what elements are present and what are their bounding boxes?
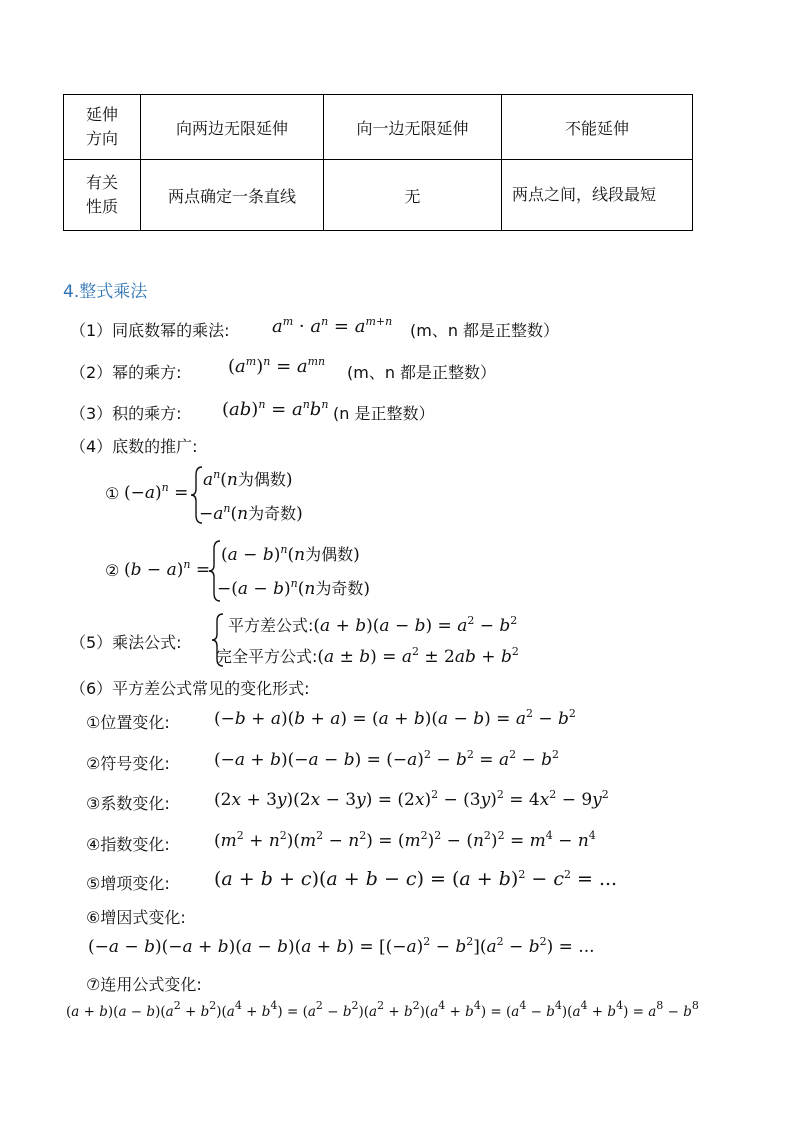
circled-number: ① [105,484,120,503]
formula: $(-b + a)(b + a) = (a + b)(a - b) = a^2 - b^2$ [214,707,576,729]
formula: $(a^m)^n = a^{mn}$ [228,355,326,377]
item-note: (m、n 都是正整数） [347,363,497,382]
formula: $(2x + 3y)(2x - 3y) = (2x)^2 - (3y)^2 = 4x^2 - 9y^2$ [214,788,609,810]
row-header: 延伸 方向 [64,95,141,160]
item-label: （5）乘法公式: [70,633,182,652]
variation-label: ⑥增因式变化: [86,908,186,927]
table-row [64,160,693,231]
formula-case: $(a - b)^n(n$为偶数) [221,543,360,565]
formula: $(-a)^n$ = [124,481,189,503]
item-note: (n 是正整数） [333,404,435,423]
item-label: （6）平方差公式常见的变化形式: [70,679,310,698]
table-row [64,95,693,160]
table-cell: 无 [324,160,502,231]
row-header: 有关 性质 [64,160,141,231]
formula-case: 平方差公式:(a + $b)(a - b) = a^2 - b^2$ [228,614,518,636]
variation-label: ③系数变化: [86,794,170,813]
comparison-table [63,94,693,231]
table-cell: 不能延伸 [502,95,693,160]
table-cell: 向一边无限延伸 [324,95,502,160]
item-note: (m、n 都是正整数） [410,321,560,340]
variation-label: ②符号变化: [86,754,170,773]
variation-label: ⑦连用公式变化: [86,975,202,994]
item-label: （4）底数的推广: [70,437,198,456]
formula-case: 完全平方公式:(a ± $b) = a^2 \pm 2ab + b^2$ [216,645,519,667]
formula: $(b - a)^n$ = [124,558,211,580]
formula: $(-a - b)(-a + b)(a - b)(a + b) = [(-a)^2 - b^2](a^2 - b^2)$ = ... [88,935,595,957]
table-cell: 向两边无限延伸 [141,95,324,160]
formula-case: $-a^n(n$为奇数) [199,502,303,524]
formula: $(ab)^n = a^nb^n$ [222,398,329,420]
item-label: （3）积的乘方: [70,404,182,423]
formula: $(-a + b)(-a - b) = (-a)^2 - b^2 = a^2 - b^2$ [214,748,560,770]
formula-case: $-(a - b)^n(n$为奇数) [217,577,370,599]
table-cell: 两点之间，线段最短 [502,160,693,231]
variation-label: ⑤增项变化: [86,874,170,893]
formula: $(m^2 + n^2)(m^2 - n^2) = (m^2)^2 - (n^2)^2 = m^4 - n^4$ [214,829,596,851]
table-cell: 两点确定一条直线 [141,160,324,231]
formula-case: $a^n(n$为偶数) [203,468,293,490]
item-label: （2）幂的乘方: [70,363,182,382]
formula: $(a + b + c)(a + b - c) = (a + b)^2 - c^2$ = ... [214,868,618,890]
variation-label: ①位置变化: [86,713,170,732]
variation-label: ④指数变化: [86,835,170,854]
circled-number: ② [105,561,120,580]
formula: $a^m \cdot a^n = a^{m+n}$ [272,315,393,337]
item-label: （1）同底数幂的乘法: [70,321,230,340]
formula: $(a + b)(a - b)(a^2 + b^2)(a^4 + b^4) = (a^2 - b^2)(a^2 + b^2)(a^4 + b^4) = (a^4 - b^4)(a^4 + b^4) = a^8 - b^8$ [66,999,699,1020]
section-heading: 4.整式乘法 [63,282,148,302]
